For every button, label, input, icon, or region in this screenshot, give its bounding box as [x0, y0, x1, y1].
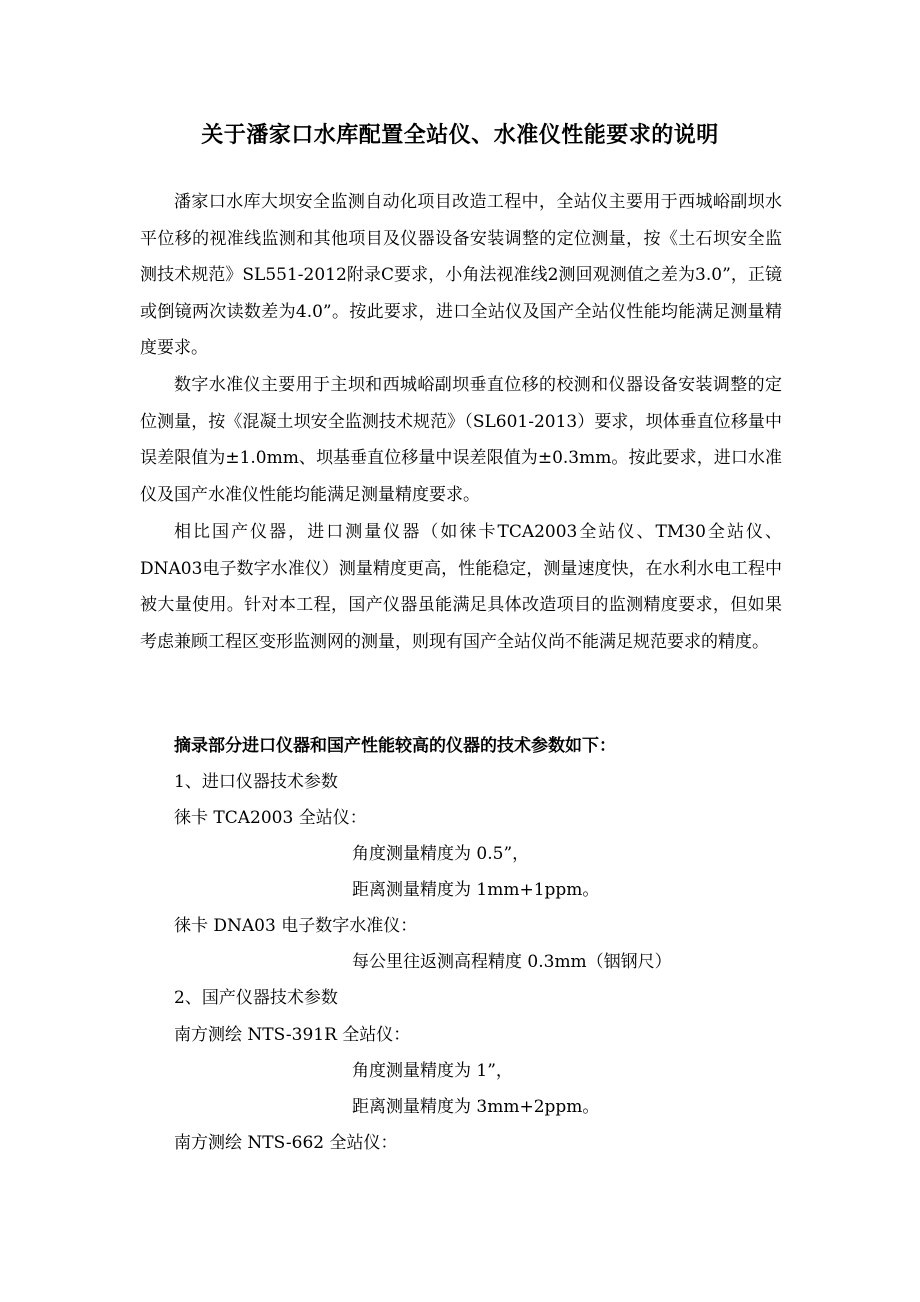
spec-line: 角度测量精度为 0.5”， [352, 844, 530, 864]
section2-heading: 2、国产仪器技术参数 [174, 988, 338, 1008]
instrument-name: 南方测绘 NTS-391R 全站仪： [174, 1025, 411, 1045]
paragraph-level: 数字水准仪主要用于主坝和西城峪副坝垂直位移的校测和仪器设备安装调整的定位测量，按《混凝土坝安全监测技术规范》（SL601-2013）要求，坝体垂直位移量中误差限值为±1.0mm、坝基垂直位移量中误差限值为±0.3mm。按此要求，进口水准仪及国产水准仪性能均能满足测量精度要求。 [140, 375, 782, 505]
instrument-name: 南方测绘 NTS-662 全站仪： [174, 1133, 398, 1153]
document-title: 关于潘家口水库配置全站仪、水准仪性能要求的说明 [201, 123, 719, 148]
instrument-name: 徕卡 TCA2003 全站仪： [174, 808, 367, 828]
spec-line: 角度测量精度为 1”， [352, 1061, 513, 1081]
paragraph-total-station: 潘家口水库大坝安全监测自动化项目改造工程中，全站仪主要用于西城峪副坝水平位移的视准线监测和其他项目及仪器设备安装调整的定位测量，按《土石坝安全监测技术规范》SL551-2012附录C要求，小角法视准线2测回观测值之差为3.0”，正镜或倒镜两次读数差为4.0”。按此要求，进口全站仪及国产全站仪性能均能满足测量精度要求。 [140, 192, 782, 359]
instrument-name: 徕卡 DNA03 电子数字水准仪： [174, 916, 418, 936]
spec-line: 距离测量精度为 1mm+1ppm。 [352, 880, 600, 900]
spec-line: 距离测量精度为 3mm+2ppm。 [352, 1097, 600, 1117]
paragraph-comparison: 相比国产仪器，进口测量仪器（如徕卡TCA2003全站仪、TM30全站仪、DNA03电子数字水准仪）测量精度更高，性能稳定，测量速度快，在水利水电工程中被大量使用。针对本工程，国产仪器虽能满足具体改造项目的监测精度要求，但如果考虑兼顾工程区变形监测网的测量，则现有国产全站仪尚不能满足规范要求的精度。 [140, 522, 782, 652]
section1-heading: 1、进口仪器技术参数 [174, 772, 338, 792]
summary-heading: 摘录部分进口仪器和国产性能较高的仪器的技术参数如下： [174, 736, 616, 756]
spec-line: 每公里往返测高程精度 0.3mm（铟钢尺） [352, 952, 672, 972]
